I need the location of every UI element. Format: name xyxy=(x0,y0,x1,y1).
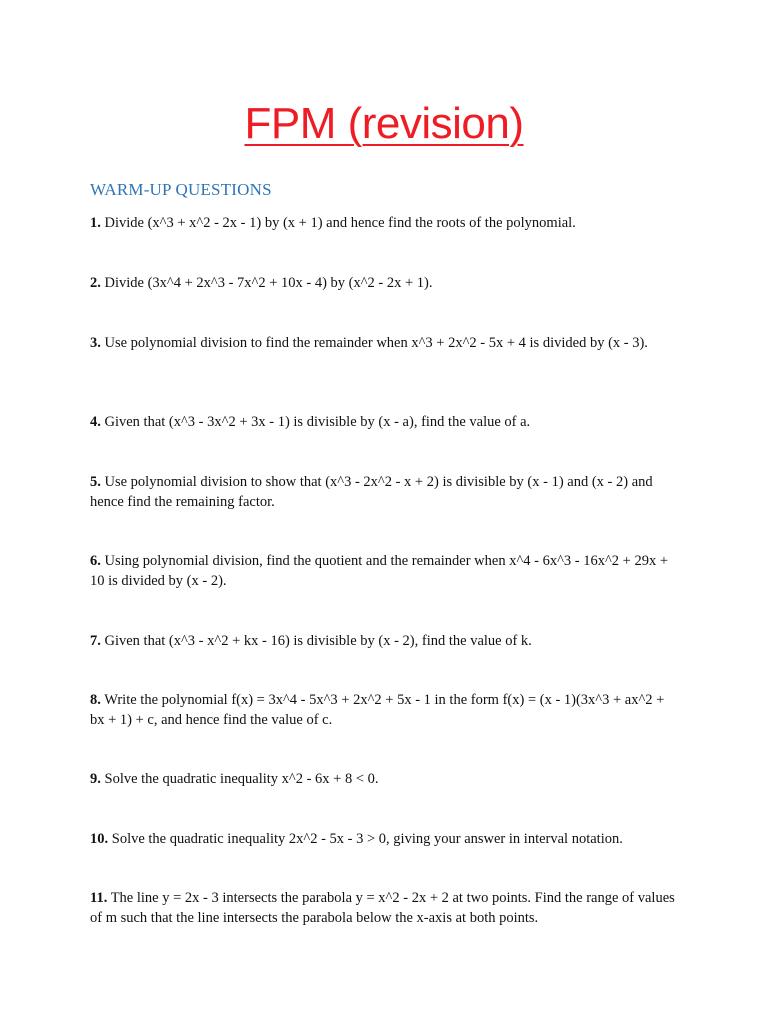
question-text: Divide (x^3 + x^2 - 2x - 1) by (x + 1) and hence find the roots of the polynomial. xyxy=(104,215,576,231)
question-text: The line y = 2x - 3 intersects the parabola y = x^2 - 2x + 2 at two points. Find the range of values of m such that the line intersects the parabola below the x-axis at both points. xyxy=(90,890,675,926)
section-heading: WARM-UP QUESTIONS xyxy=(90,180,272,199)
question-item xyxy=(90,273,680,293)
question-number: 2. xyxy=(90,275,101,291)
question-item xyxy=(90,829,680,849)
question-item xyxy=(90,888,680,928)
question-number: 5. xyxy=(90,474,101,490)
question-text: Use polynomial division to show that (x^3 - 2x^2 - x + 2) is divisible by (x - 1) and (x - 2) and hence find the remaining factor. xyxy=(90,474,653,510)
question-text: Write the polynomial f(x) = 3x^4 - 5x^3 + 2x^2 + 5x - 1 in the form f(x) = (x - 1)(3x^3 + ax^2 + bx + 1) + c, and hence find the value of c. xyxy=(90,692,665,728)
question-item xyxy=(90,472,680,512)
question-text: Solve the quadratic inequality x^2 - 6x + 8 < 0. xyxy=(104,771,379,787)
question-item xyxy=(90,412,680,432)
question-number: 9. xyxy=(90,771,101,787)
question-number: 3. xyxy=(90,335,101,351)
question-text: Given that (x^3 - x^2 + kx - 16) is divisible by (x - 2), find the value of k. xyxy=(104,633,532,649)
page-title-text: FPM (revision) xyxy=(244,99,524,148)
question-item xyxy=(90,769,680,789)
question-number: 7. xyxy=(90,633,101,649)
question-item xyxy=(90,213,680,233)
question-number: 11. xyxy=(90,890,108,906)
question-number: 4. xyxy=(90,414,101,430)
question-text: Using polynomial division, find the quotient and the remainder when x^4 - 6x^3 - 16x^2 + 29x + 10 is divided by (x - 2). xyxy=(90,553,669,589)
question-text: Solve the quadratic inequality 2x^2 - 5x - 3 > 0, giving your answer in interval notation. xyxy=(111,831,623,847)
question-text: Divide (3x^4 + 2x^3 - 7x^2 + 10x - 4) by (x^2 - 2x + 1). xyxy=(104,275,433,291)
page-title xyxy=(0,96,768,152)
question-number: 1. xyxy=(90,215,101,231)
question-item xyxy=(90,631,680,651)
question-number: 10. xyxy=(90,831,109,847)
question-item xyxy=(90,551,680,591)
question-item xyxy=(90,690,680,730)
question-item xyxy=(90,333,680,353)
question-number: 8. xyxy=(90,692,101,708)
question-text: Given that (x^3 - 3x^2 + 3x - 1) is divisible by (x - a), find the value of a. xyxy=(104,414,531,430)
question-text: Use polynomial division to find the remainder when x^3 + 2x^2 - 5x + 4 is divided by (x - 3). xyxy=(104,335,648,351)
question-number: 6. xyxy=(90,553,101,569)
